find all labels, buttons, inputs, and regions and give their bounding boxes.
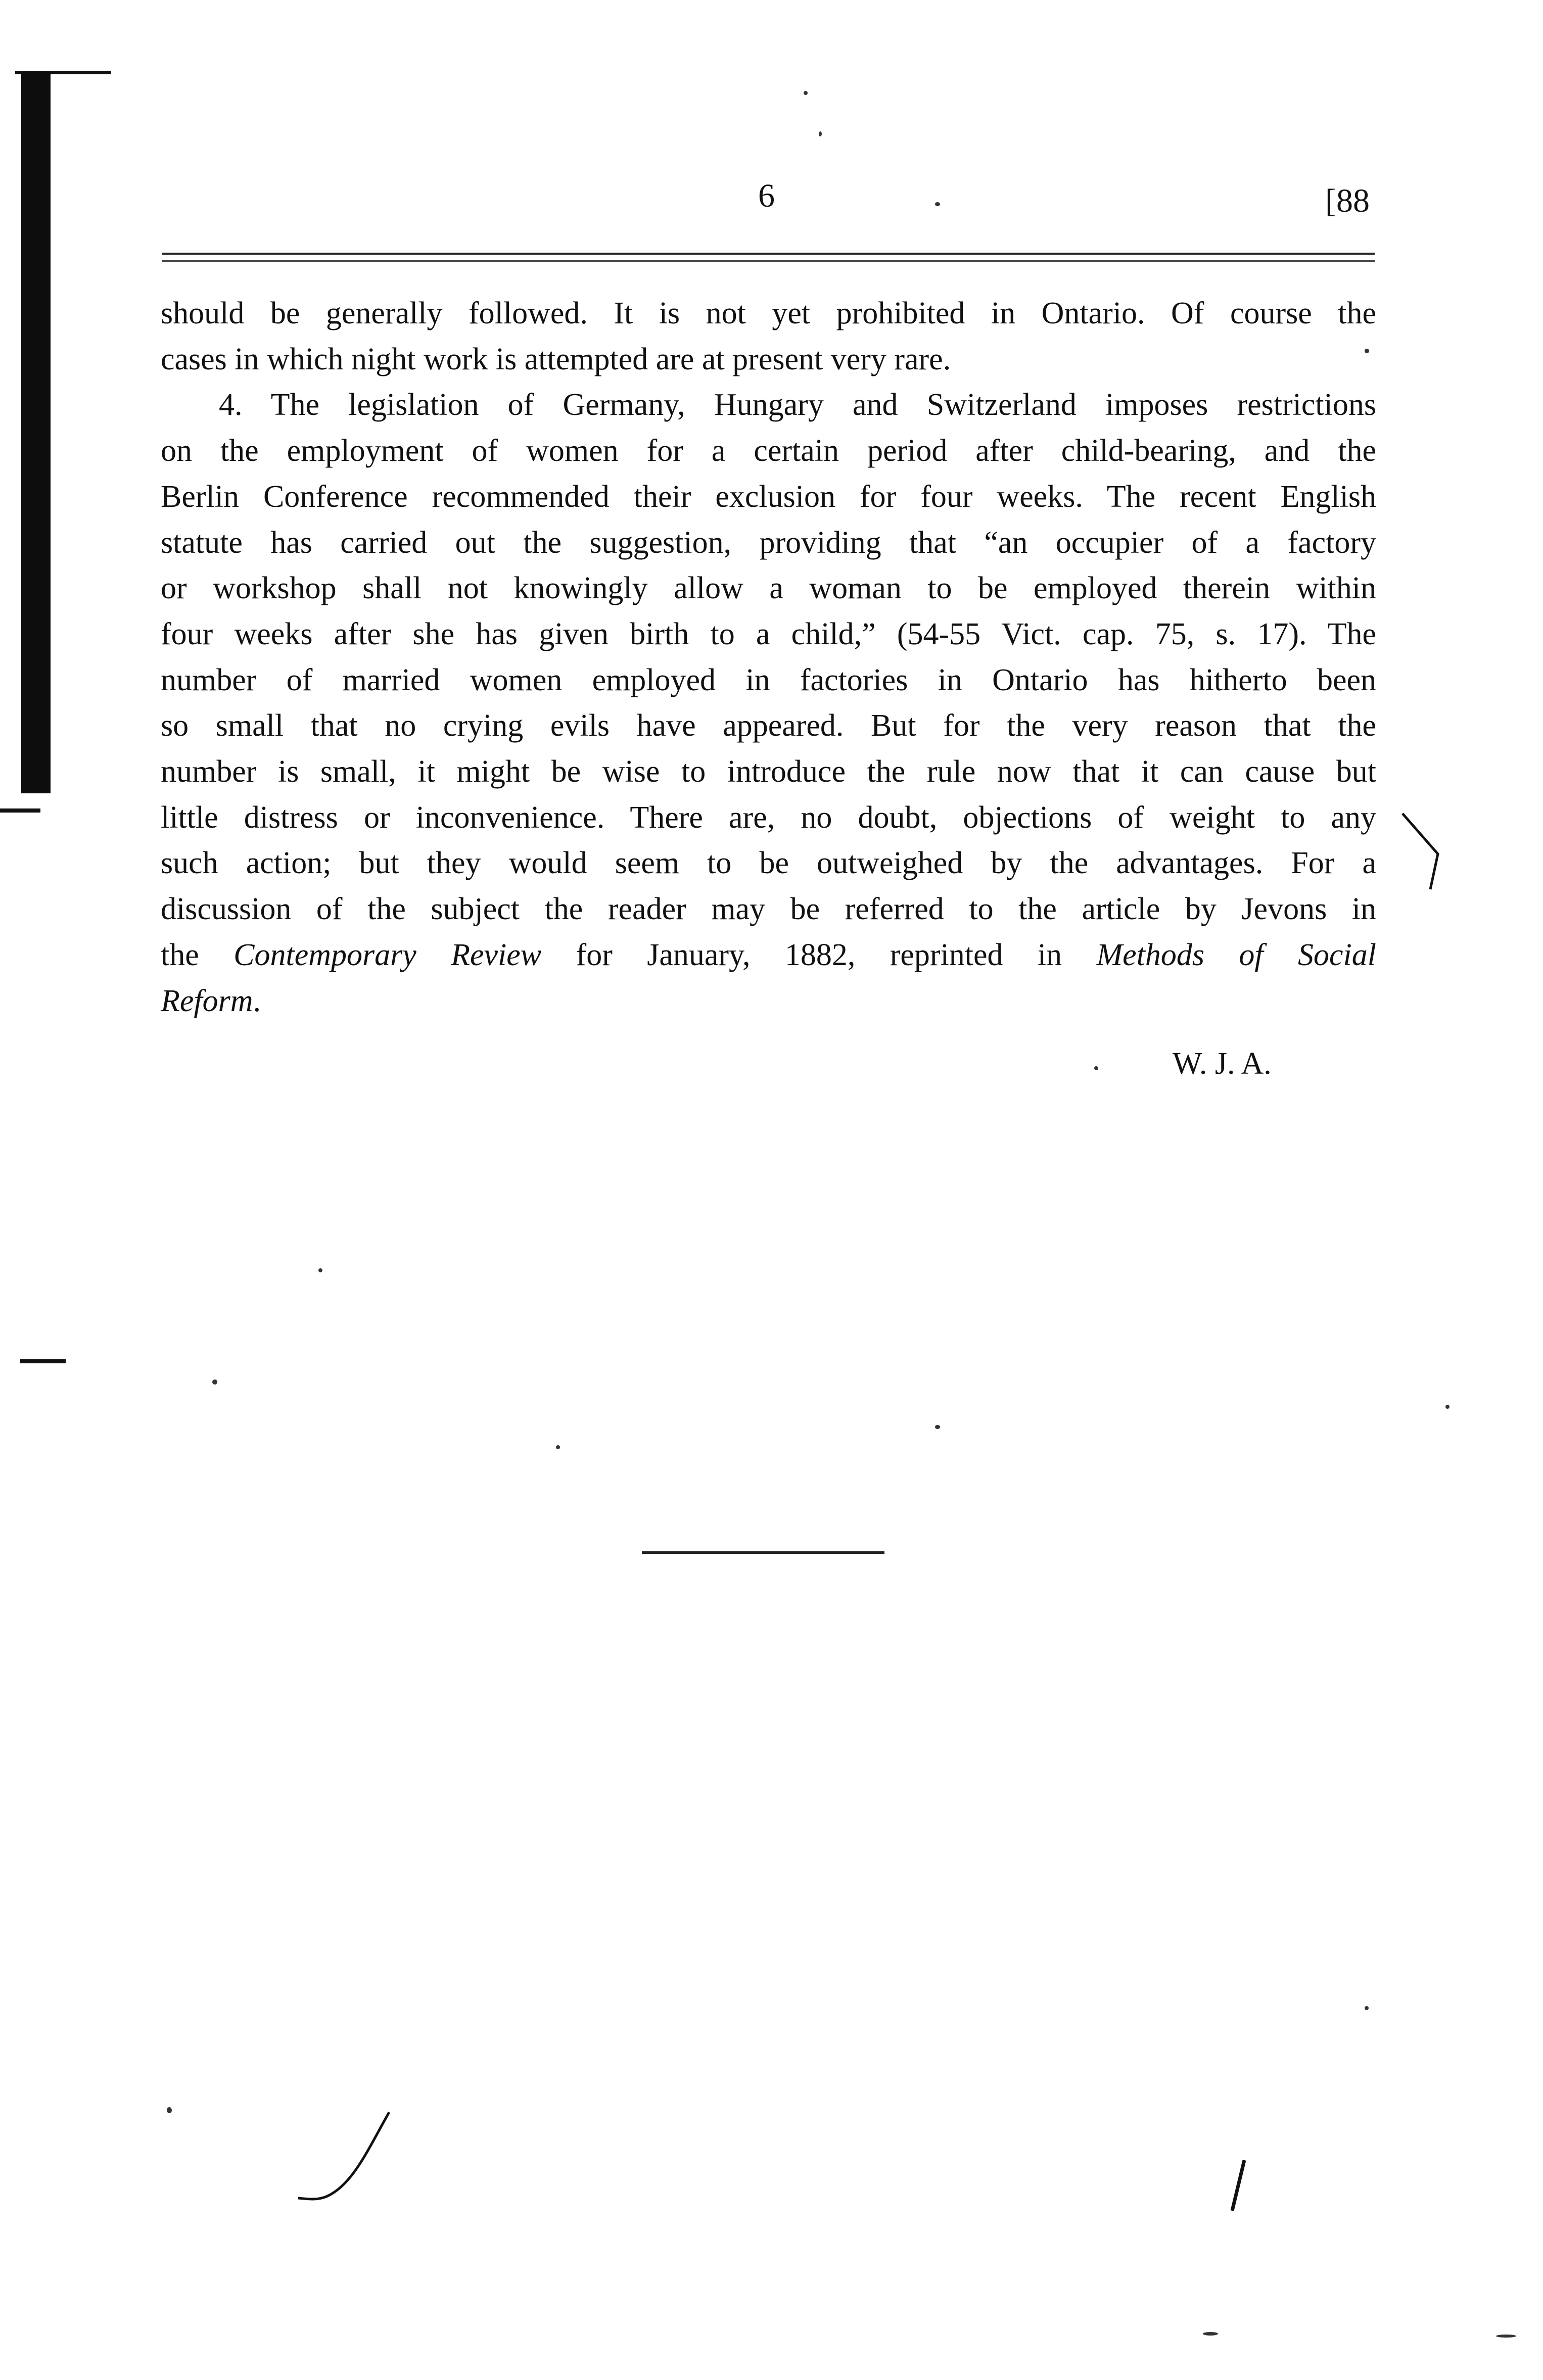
page-number: 6 — [758, 177, 775, 214]
pencil-scribble-mark — [293, 2107, 414, 2208]
scan-speck — [212, 1379, 217, 1385]
text-line: 4. The legislation of Germany, Hungary and Switzerland imposes restrictions — [219, 388, 1376, 422]
binding-edge-tick — [0, 808, 40, 813]
text-line: on the employment of women for a certain period after child-bearing, and the — [161, 434, 1376, 468]
scan-speck — [819, 131, 822, 136]
scan-speck — [804, 91, 808, 95]
scan-speck — [318, 1268, 322, 1272]
margin-dash-mark — [20, 1359, 66, 1363]
text-line: little distress or inconvenience. There are, no doubt, objections of weight to any — [161, 800, 1376, 835]
margin-bracket-mark — [1400, 808, 1445, 894]
scan-speck — [167, 2107, 172, 2113]
body-text — [161, 291, 1376, 1024]
text-line: so small that no crying evils have appeared. But for the very reason that the — [161, 708, 1376, 743]
scan-speck — [1094, 1066, 1098, 1070]
text-line: Berlin Conference recommended their exclusion for four weeks. The recent English — [161, 479, 1376, 514]
scan-speck — [1445, 1405, 1450, 1409]
text-line: should be generally followed. It is not yet prohibited in Ontario. Of course the — [161, 296, 1376, 330]
scan-speck — [1365, 2006, 1369, 2010]
text-fragment: for January, 1882, reprinted in — [541, 937, 1097, 972]
page-header — [162, 172, 1375, 232]
scan-speck — [1496, 2335, 1516, 2338]
text-line: number is small, it might be wise to introduce the rule now that it can cause but — [161, 754, 1376, 789]
header-double-rule — [162, 253, 1375, 262]
book-title-part: Reform — [161, 983, 253, 1018]
journal-title: Contemporary Review — [233, 937, 542, 972]
author-initials: W. J. A. — [1173, 1046, 1272, 1081]
text-line: four weeks after she has given birth to a child,” (54-55 Vict. cap. 75, s. 17). The — [161, 616, 1376, 651]
text-line: statute has carried out the suggestion, providing that “an occupier of a factory — [161, 525, 1376, 560]
binding-edge-shadow — [21, 71, 51, 793]
scan-speck — [1203, 2332, 1218, 2336]
scan-speck — [935, 202, 940, 206]
text-line: such action; but they would seem to be outweighed by the advantages. For a — [161, 846, 1376, 881]
text-line — [161, 978, 1376, 1024]
text-line: number of married women employed in factories in Ontario has hitherto been — [161, 662, 1376, 697]
book-title-part: Methods of Social — [1096, 937, 1377, 972]
text-line: or workshop shall not knowingly allow a woman to be employed therein within — [161, 571, 1376, 606]
scan-speck — [1365, 349, 1369, 353]
scan-speck — [935, 1425, 940, 1429]
text-line: cases in which night work is attempted are at present very rare. — [161, 342, 951, 376]
closing-rule — [642, 1551, 884, 1554]
page-reference: [88 — [1325, 182, 1370, 219]
pencil-slash-mark — [1228, 2158, 1248, 2213]
text-fragment: the — [161, 937, 234, 972]
text-line-with-citation — [161, 932, 1376, 978]
scan-speck — [556, 1445, 560, 1449]
text-line: discussion of the subject the reader may be referred to the article by Jevons in — [161, 892, 1376, 927]
text-fragment: . — [253, 983, 261, 1018]
